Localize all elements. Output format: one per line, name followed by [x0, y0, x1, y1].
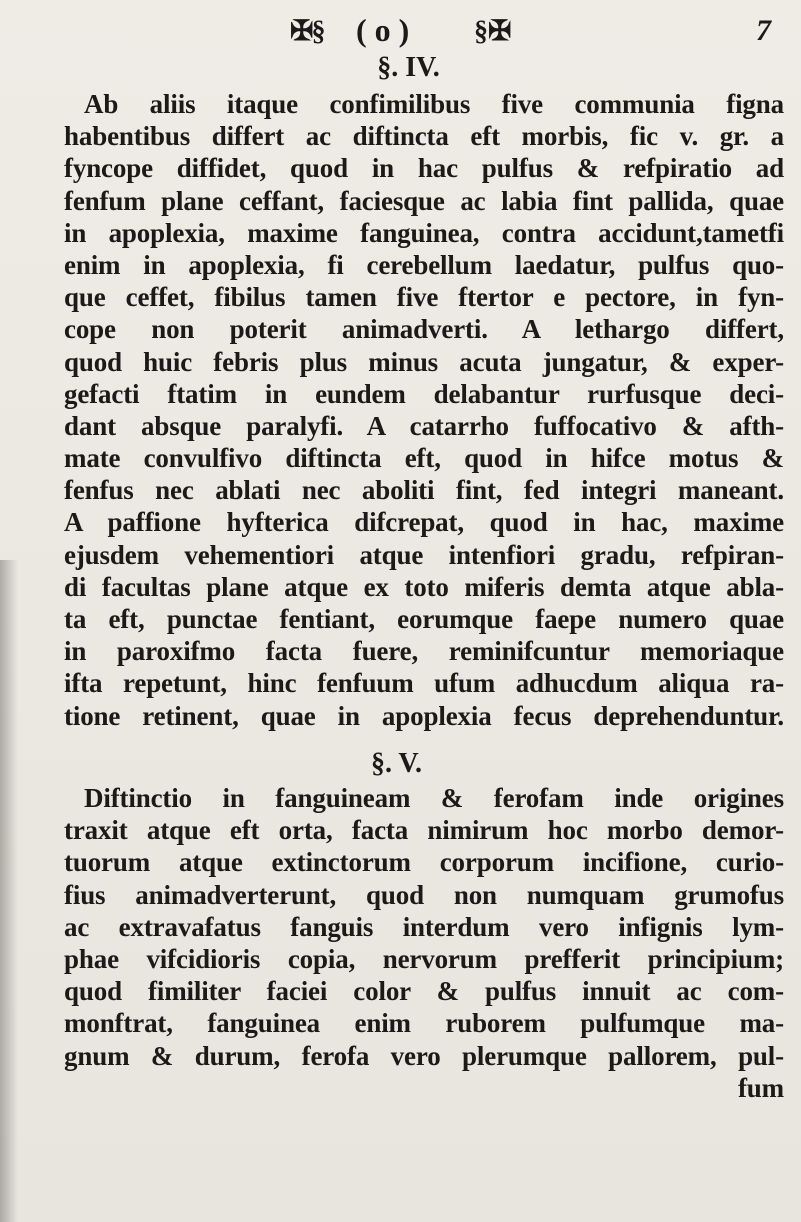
- text-line: fius animadverterunt, quod non numquam grumofus: [64, 879, 784, 910]
- text-line: in apoplexia, maxime fanguinea, contra accidunt,tametfi: [64, 217, 784, 248]
- catchword: fum: [737, 1072, 784, 1103]
- header-page-marker: ( o ): [356, 12, 410, 48]
- text-line: tuorum atque extinctorum corporum incifione, curio-: [64, 847, 784, 878]
- section-heading-iv: §. IV.: [377, 52, 440, 83]
- text-line: ejusdem vehementiori atque intenfiori gradu, refpiran-: [64, 539, 784, 570]
- text-line: que ceffet, fibilus tamen five ftertor e pectore, in fyn-: [64, 282, 784, 313]
- text-line: traxit atque eft orta, facta nimirum hoc morbo demor-: [64, 815, 784, 846]
- text-line: gnum & durum, ferofa vero plerumque pallorem, pul-: [64, 1040, 784, 1071]
- text-line: tione retinent, quae in apoplexia fecus deprehenduntur.: [64, 700, 784, 731]
- text-line: ta eft, punctae fentiant, eorumque faepe numero quae: [64, 604, 784, 634]
- text-line: mate convulfivo diftincta eft, quod in hifce motus &: [64, 443, 784, 474]
- text-line: quod fimiliter faciei color & pulfus innuit ac com-: [64, 976, 784, 1007]
- text-line: quod huic febris plus minus acuta jungatur, & exper-: [64, 346, 784, 377]
- text-line: A paffione hyfterica difcrepat, quod in hac, maxime: [64, 507, 784, 538]
- text-line: habentibus differt ac diftincta eft morbis, fic v. gr. a: [64, 121, 784, 152]
- text-line: phae vifcidioris copia, nervorum prefferit principium;: [64, 943, 784, 974]
- text-line: monftrat, fanguinea enim ruborem pulfumque ma-: [64, 1008, 784, 1039]
- text-line: fyncope diffidet, quod in hac pulfus & refpiratio ad: [64, 153, 784, 184]
- text-line: enim in apoplexia, fi cerebellum laedatur, pulfus quo-: [64, 249, 784, 280]
- text-line: Diftinctio in fanguineam & ferofam inde origines: [84, 783, 784, 813]
- header-ornament-left: ✠§: [290, 16, 324, 47]
- text-line: di facultas plane atque ex toto miferis demta atque abla-: [64, 571, 784, 602]
- text-line: ifta repetunt, hinc fenfuum ufum adhucdum aliqua ra-: [64, 668, 784, 699]
- text-line: dant absque paralyfi. A catarrho fuffocativo & afth-: [64, 410, 784, 441]
- text-line: gefacti ftatim in eundem delabantur rurfusque deci-: [64, 378, 784, 409]
- header-ornament-right: §✠: [474, 16, 512, 47]
- text-line: fenfus nec ablati nec aboliti fint, fed integri maneant.: [64, 475, 784, 506]
- text-line: Ab aliis itaque confimilibus five communia figna: [84, 89, 784, 119]
- text-line: fenfum plane ceffant, faciesque ac labia fint pallida, quae: [64, 185, 784, 216]
- paragraph-section-iv: [64, 88, 784, 732]
- page-header: [0, 6, 801, 50]
- text-line: cope non poterit animadverti. A lethargo differt,: [64, 314, 784, 345]
- page-edge-shadow: [0, 560, 18, 1222]
- page-number: 7: [756, 14, 771, 47]
- section-heading-v: §. V.: [370, 748, 423, 779]
- text-line: ac extravafatus fanguis interdum vero infignis lym-: [64, 911, 784, 942]
- paragraph-section-v: [64, 782, 784, 1104]
- text-line: in paroxifmo facta fuere, reminifcuntur memoriaque: [64, 636, 784, 667]
